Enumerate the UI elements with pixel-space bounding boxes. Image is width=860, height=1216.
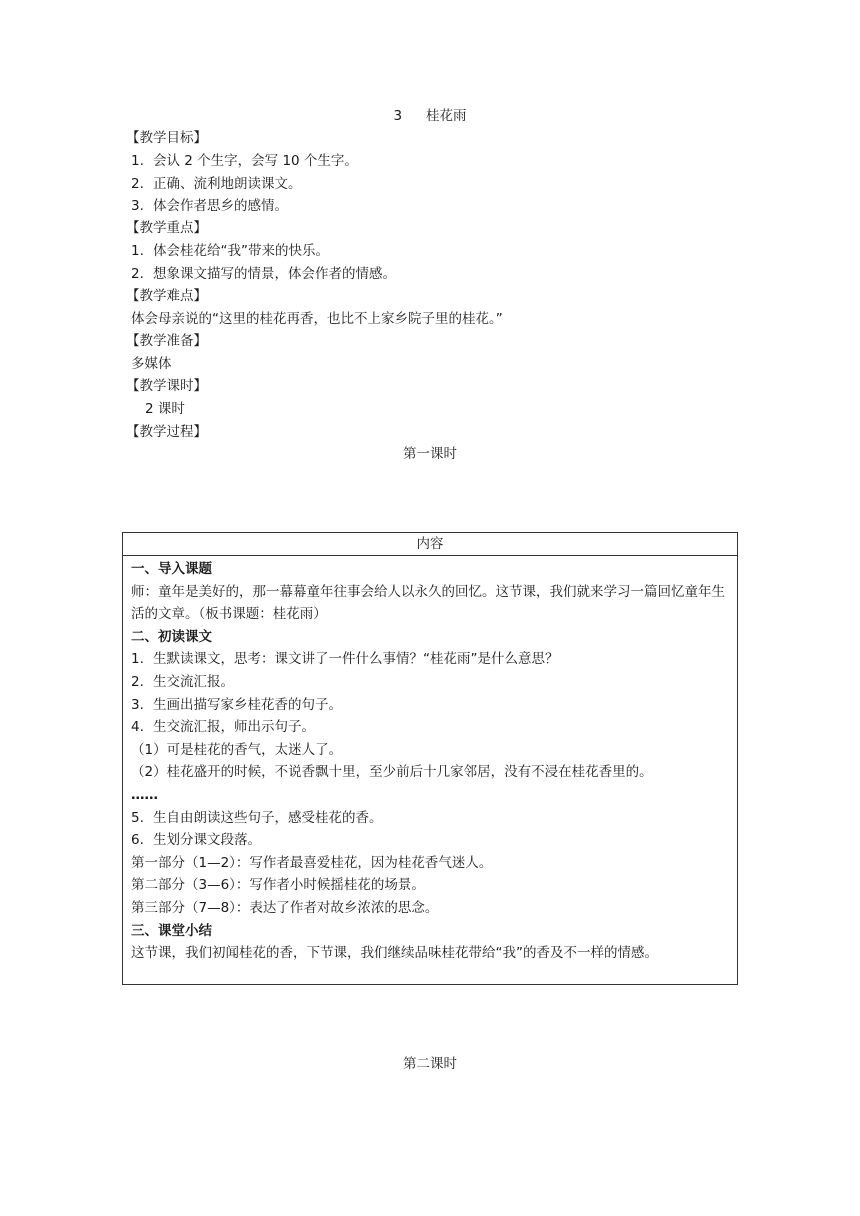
goals-header: 【教学目标】	[126, 130, 207, 146]
process-header: 【教学过程】	[126, 424, 207, 440]
list-item: 1. 生默读课文，思考：课文讲了一件什么事情？“桂花雨”是什么意思？	[131, 651, 559, 668]
section-text: 这节课，我们初闻桂花的香，下节课，我们继续品味桂花带给“我”的香及不一样的情感。	[131, 945, 658, 962]
content-table	[122, 532, 738, 985]
section-heading: 三、课堂小结	[131, 922, 212, 939]
prep-header: 【教学准备】	[126, 333, 207, 349]
difficulty-header: 【教学难点】	[126, 288, 207, 304]
hours-header: 【教学课时】	[126, 378, 207, 394]
difficulty-text: 体会母亲说的“这里的桂花再香，也比不上家乡院子里的桂花。”	[131, 311, 503, 327]
lesson-title	[0, 106, 860, 126]
table-header: 内容	[123, 533, 738, 556]
part-line: 第三部分（7—8）：表达了作者对故乡浓浓的思念。	[131, 899, 439, 916]
prep-text: 多媒体	[131, 356, 172, 372]
hours-text: 2 课时	[145, 401, 185, 417]
keypoint-item: 1. 体会桂花给“我”带来的快乐。	[131, 243, 329, 259]
lesson1-title: 第一课时	[403, 446, 457, 462]
section-text: 师：童年是美好的，那一幕幕童年往事会给人以永久的回忆。这节课，我们就来学习一篇回忆童年生活的文章。（板书课题：桂花雨）	[131, 583, 725, 623]
goal-item: 1. 会认 2 个生字，会写 10 个生字。	[131, 153, 358, 169]
part-line: 第二部分（3—6）：写作者小时候摇桂花的场景。	[131, 877, 425, 894]
list-item: 5. 生自由朗读这些句子，感受桂花的香。	[131, 809, 383, 826]
goal-item: 3. 体会作者思乡的感情。	[131, 198, 288, 214]
ellipsis: ……	[131, 786, 158, 803]
lesson-number: 3	[393, 108, 403, 124]
list-item: 2. 生交流汇报。	[131, 673, 234, 690]
list-item: 6. 生划分课文段落。	[131, 832, 261, 849]
list-item: 4. 生交流汇报，师出示句子。	[131, 719, 315, 736]
goal-item: 2. 正确、流利地朗读课文。	[131, 176, 302, 192]
quote-line: （1）可是桂花的香气，太迷人了。	[131, 741, 343, 758]
keypoint-item: 2. 想象课文描写的情景，体会作者的情感。	[131, 266, 396, 282]
table-body	[123, 556, 738, 985]
keypoints-header: 【教学重点】	[126, 220, 207, 236]
lesson2-title: 第二课时	[403, 1056, 457, 1072]
part-line: 第一部分（1—2）：写作者最喜爱桂花，因为桂花香气迷人。	[131, 854, 493, 871]
lesson-name: 桂花雨	[426, 108, 467, 124]
quote-line: （2）桂花盛开的时候，不说香飘十里，至少前后十几家邻居，没有不浸在桂花香里的。	[131, 764, 653, 781]
section-heading: 一、导入课题	[131, 561, 212, 577]
list-item: 3. 生画出描写家乡桂花香的句子。	[131, 696, 342, 713]
section-heading: 二、初读课文	[131, 628, 212, 645]
